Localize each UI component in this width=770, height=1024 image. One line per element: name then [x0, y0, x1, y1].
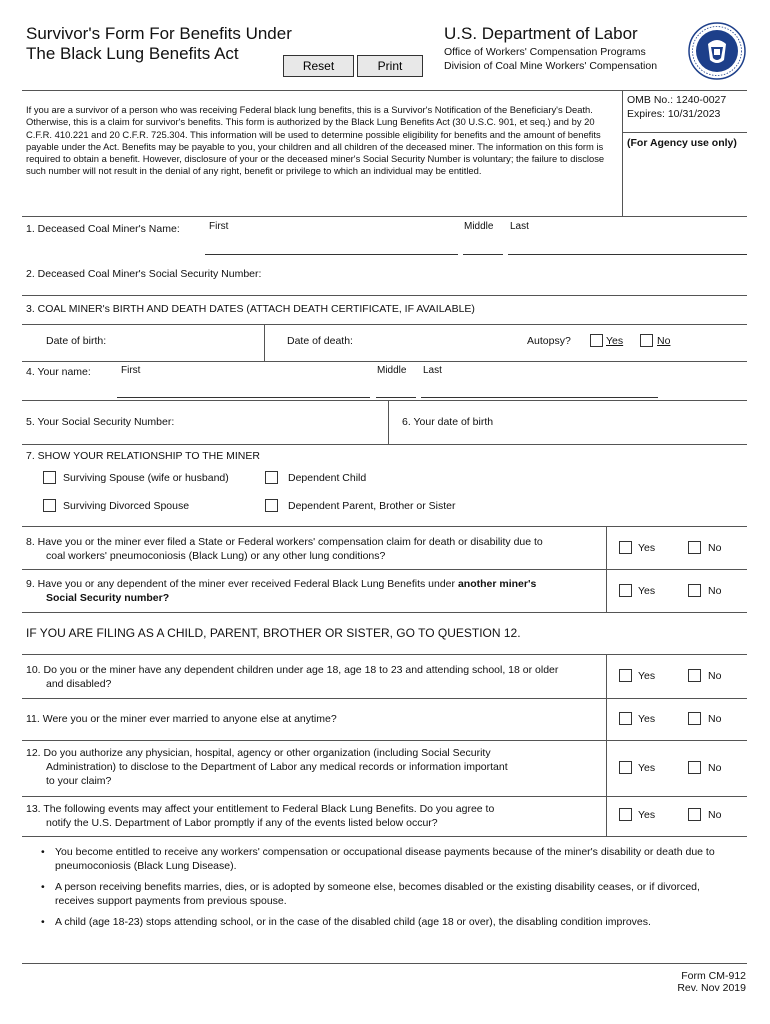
date-of-death-label: Date of death: [287, 335, 353, 347]
q4-middle-field[interactable] [376, 397, 416, 398]
form-title [26, 24, 326, 64]
q6-label: 6. Your date of birth [402, 416, 494, 428]
q1-first-label: First [209, 221, 229, 232]
form-number [677, 970, 746, 994]
q13-text [26, 802, 494, 830]
divorced-spouse-checkbox[interactable] [43, 499, 56, 512]
q13-line2: notify the U.S. Department of Labor promptly if any of the events listed below occur? [46, 817, 438, 829]
q10-no-checkbox[interactable] [688, 669, 701, 682]
q13-yes-label: Yes [638, 809, 656, 821]
q4-middle-label: Middle [377, 365, 407, 376]
dependent-child-label: Dependent Child [288, 472, 367, 484]
q1-middle-label: Middle [464, 221, 494, 232]
bullet-item: • A person receiving benefits marries, dies, or is adopted by someone else, becomes disabled or the existing disability ceases, or if divorced, receives support payments from previous spouse. [55, 880, 725, 908]
autopsy-no-label: No [657, 335, 671, 347]
q8-no-label: No [708, 542, 722, 554]
autopsy-yes-label: Yes [606, 335, 624, 347]
q9-line1b: another miner's [457, 578, 537, 590]
form-title-line2: The Black Lung Benefits Act [26, 44, 239, 63]
q5-label: 5. Your Social Security Number: [26, 416, 175, 428]
autopsy-label: Autopsy? [527, 335, 571, 347]
q11-text: 11. Were you or the miner ever married to anyone else at anytime? [26, 713, 337, 725]
q1-label: 1. Deceased Coal Miner's Name: [26, 223, 180, 235]
omb-expires: Expires: 10/31/2023 [627, 108, 721, 120]
omb-number: OMB No.: 1240-0027 [627, 94, 727, 106]
intro-paragraph: If you are a survivor of a person who was receiving Federal black lung benefits, this is a Survivor's Notification of the Beneficiary's Death. Otherwise, this is a claim for survivor's benefits. This form is authorized by the Black Lung Benefits Act (30 U.S.C. 901, et seq.) and by 20 C.F.R. 410.221 and 20 C.F.R. 725.304. This information will be used to determine possible eligibility for benefits and the amount of benefits payable under the Act. Benefits may be payable to you, your children and all children of the deceased miner. The information on this form is required to obtain a benefit. However, disclosure of your or the deceased miner's Social Security Number is voluntary; the failure to disclose such number will not result in the denial of any right, benefit or privilege to which an individual may be entitled. [26, 104, 605, 177]
q12-yes-label: Yes [638, 762, 656, 774]
q10-yes-checkbox[interactable] [619, 669, 632, 682]
dependent-child-checkbox[interactable] [265, 471, 278, 484]
q13-no-checkbox[interactable] [688, 808, 701, 821]
q8-line2: coal workers' pneumoconiosis (Black Lung) or any other lung conditions? [46, 550, 386, 562]
q11-no-label: No [708, 713, 722, 725]
q12-line3: to your claim? [46, 775, 112, 787]
dol-seal-icon [688, 22, 746, 80]
q1-last-field[interactable] [508, 254, 747, 255]
q8-no-checkbox[interactable] [688, 541, 701, 554]
surviving-spouse-label: Surviving Spouse (wife or husband) [63, 472, 229, 484]
divorced-spouse-label: Surviving Divorced Spouse [63, 500, 190, 512]
q12-yes-checkbox[interactable] [619, 761, 632, 774]
q9-no-checkbox[interactable] [688, 584, 701, 597]
q13-no-label: No [708, 809, 722, 821]
q12-line2: Administration) to disclose to the Department of Labor any medical records or information important [46, 761, 508, 773]
q9-no-label: No [708, 585, 722, 597]
q9-line1a: 9. Have you or any dependent of the miner ever received Federal Black Lung Benefits under [26, 578, 458, 590]
q4-last-label: Last [423, 365, 442, 376]
q13-line1: 13. The following events may affect your entitlement to Federal Black Lung Benefits. Do you agree to [26, 803, 495, 815]
q8-yes-checkbox[interactable] [619, 541, 632, 554]
q8-yes-label: Yes [638, 542, 656, 554]
agency-office [444, 45, 657, 73]
q3-label: 3. COAL MINER's BIRTH AND DEATH DATES (ATTACH DEATH CERTIFICATE, IF AVAILABLE) [26, 303, 475, 315]
print-button[interactable]: Print [357, 55, 423, 77]
surviving-spouse-checkbox[interactable] [43, 471, 56, 484]
q12-text [26, 746, 508, 788]
reset-button[interactable]: Reset [283, 55, 354, 77]
q4-last-field[interactable] [421, 397, 658, 398]
q9-yes-checkbox[interactable] [619, 584, 632, 597]
q13-yes-checkbox[interactable] [619, 808, 632, 821]
omb-info [627, 93, 726, 121]
form-revision: Rev. Nov 2019 [677, 982, 746, 994]
q1-middle-field[interactable] [463, 254, 503, 255]
bullet-item: • You become entitled to receive any workers' compensation or occupational disease payments because of the miner's disability or death due to pneumoconiosis (Black Lung Disease). [55, 845, 725, 873]
dependent-parent-label: Dependent Parent, Brother or Sister [288, 500, 456, 512]
q8-text [26, 535, 543, 563]
q1-first-field[interactable] [205, 254, 458, 255]
q4-first-label: First [121, 365, 141, 376]
q9-text [26, 577, 536, 605]
q12-no-label: No [708, 762, 722, 774]
q10-text [26, 663, 558, 691]
autopsy-yes-checkbox[interactable] [590, 334, 603, 347]
q10-no-label: No [708, 670, 722, 682]
q10-yes-label: Yes [638, 670, 656, 682]
q12-no-checkbox[interactable] [688, 761, 701, 774]
bullet-item: • A child (age 18-23) stops attending school, or in the case of the disabled child (age 18 or over), the disabling condition improves. [55, 915, 725, 929]
division-name: Division of Coal Mine Workers' Compensation [444, 60, 658, 72]
office-name: Office of Workers' Compensation Programs [444, 46, 646, 58]
q1-last-label: Last [510, 221, 529, 232]
q11-no-checkbox[interactable] [688, 712, 701, 725]
q10-line2: and disabled? [46, 678, 112, 690]
q11-yes-label: Yes [638, 713, 656, 725]
q9-line2: Social Security number? [46, 592, 170, 604]
form-title-line1: Survivor's Form For Benefits Under [26, 24, 292, 43]
section-note: IF YOU ARE FILING AS A CHILD, PARENT, BROTHER OR SISTER, GO TO QUESTION 12. [26, 626, 521, 640]
autopsy-no-checkbox[interactable] [640, 334, 653, 347]
date-of-birth-label: Date of birth: [46, 335, 107, 347]
q7-label: 7. SHOW YOUR RELATIONSHIP TO THE MINER [26, 450, 260, 462]
q9-yes-label: Yes [638, 585, 656, 597]
q4-first-field[interactable] [117, 397, 370, 398]
q4-label: 4. Your name: [26, 366, 91, 378]
agency-use-label: (For Agency use only) [627, 137, 737, 149]
form-id: Form CM-912 [681, 970, 746, 982]
q2-label: 2. Deceased Coal Miner's Social Security Number: [26, 268, 262, 280]
agency-name: U.S. Department of Labor [444, 24, 638, 43]
dependent-parent-checkbox[interactable] [265, 499, 278, 512]
q12-line1: 12. Do you authorize any physician, hospital, agency or other organization (including Social Security [26, 747, 491, 759]
q11-yes-checkbox[interactable] [619, 712, 632, 725]
q10-line1: 10. Do you or the miner have any dependent children under age 18, age 18 to 23 and attending school, 18 or older [26, 664, 559, 676]
q8-line1: 8. Have you or the miner ever filed a State or Federal workers' compensation claim for death or disability due to [26, 536, 543, 548]
